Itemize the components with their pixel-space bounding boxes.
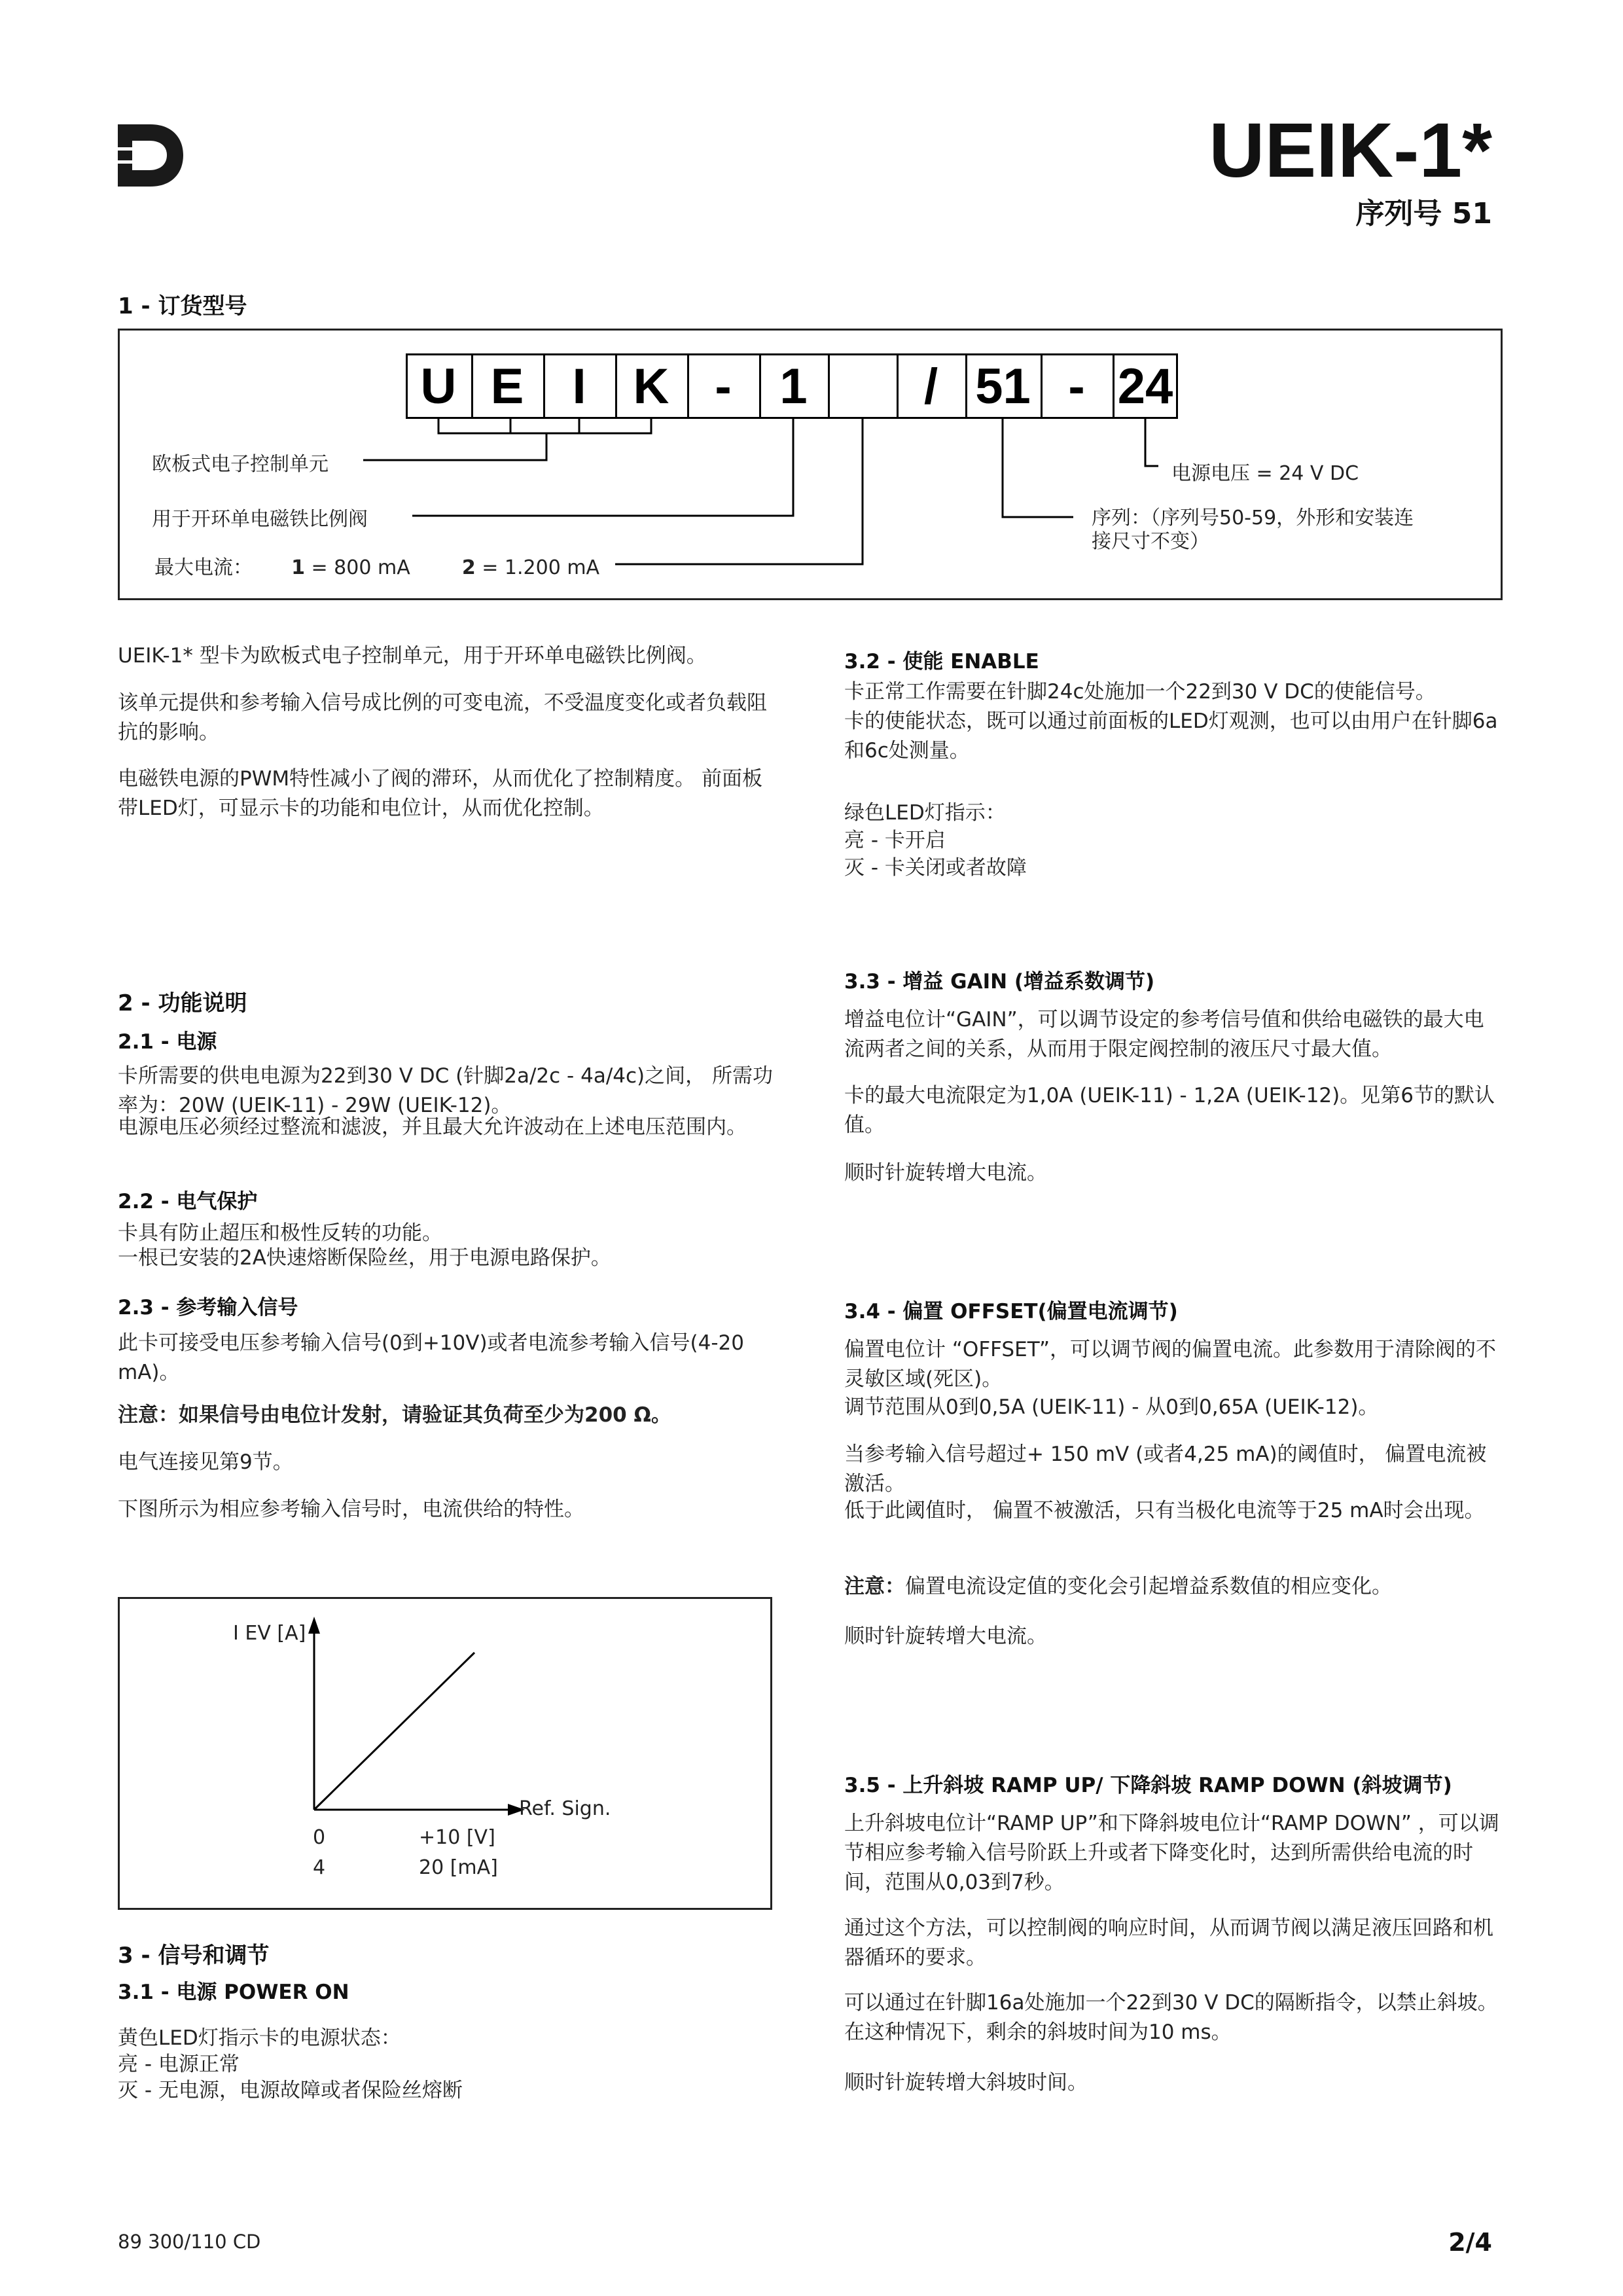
section-3-4-heading: 3.4 - 偏置 OFFSET(偏置电流调节) bbox=[844, 1300, 1178, 1323]
code-cell: I bbox=[572, 358, 586, 414]
graph-x-tick: 20 [mA] bbox=[419, 1856, 498, 1879]
section-3-4-note: 注意：偏置电流设定值的变化会引起增益系数值的相应变化。 bbox=[844, 1575, 1392, 1598]
graph-x-tick: 0 bbox=[313, 1826, 326, 1849]
series-label: 序列号 51 bbox=[1355, 197, 1492, 230]
section-2-2-text: 一根已安装的2A快速熔断保险丝，用于电源电路保护。 bbox=[118, 1246, 611, 1270]
code-cell: 24 bbox=[1117, 358, 1173, 414]
intro-paragraph: 电磁铁电源的PWM特性减小了阀的滞环，从而优化了控制精度。 前面板带LED灯，可显示卡的功能和电位计，从而优化控制。 bbox=[118, 767, 762, 820]
section-3-2-text: 灭 - 卡关闭或者故障 bbox=[844, 856, 1027, 880]
section-3-2-text: 绿色LED灯指示： bbox=[844, 801, 1006, 825]
characteristic-line bbox=[314, 1653, 474, 1810]
footer-page-number: 2/4 bbox=[1448, 2228, 1492, 2257]
label-board-type: 欧板式电子控制单元 bbox=[152, 453, 329, 476]
section-3-4-text: 顺时针旋转增大电流。 bbox=[844, 1624, 1047, 1648]
section-2-1-heading: 2.1 - 电源 bbox=[118, 1030, 217, 1054]
section-2-heading: 2 - 功能说明 bbox=[118, 990, 247, 1016]
ordering-heading: 1 - 订货型号 bbox=[118, 293, 247, 319]
graph-x-tick: +10 [V] bbox=[419, 1826, 495, 1849]
section-3-3-text: 卡的最大电流限定为1,0A (UEIK-11) - 1,2A (UEIK-12)。见第6节的默认值。 bbox=[844, 1084, 1495, 1137]
section-3-3-heading: 3.3 - 增益 GAIN (增益系数调节) bbox=[844, 970, 1155, 994]
section-3-2-text: 卡的使能状态，既可以通过前面板的LED灯观测，也可以由用户在针脚6a和6c处测量。 bbox=[844, 709, 1498, 762]
section-3-5-text: 上升斜坡电位计“RAMP UP”和下降斜坡电位计“RAMP DOWN” ，可以调节相应参考输入信号阶跃上升或者下降变化时，达到所需供给电流的时间，范围从0,03到7秒。 bbox=[844, 1812, 1499, 1894]
product-title: UEIK-1* bbox=[1209, 107, 1492, 194]
code-cell: - bbox=[1068, 358, 1085, 414]
section-3-4-text: 偏置电位计 “OFFSET”，可以调节阀的偏置电流。此参数用于清除阀的不灵敏区域(死区)。 bbox=[844, 1338, 1497, 1391]
label-valve-type: 用于开环单电磁铁比例阀 bbox=[152, 508, 368, 531]
y-axis-arrow bbox=[308, 1617, 320, 1634]
code-cell: U bbox=[420, 358, 457, 414]
graph-x-tick: 4 bbox=[313, 1856, 326, 1879]
section-3-2-text: 卡正常工作需要在针脚24c处施加一个22到30 V DC的使能信号。 bbox=[844, 680, 1436, 704]
code-cell: E bbox=[490, 358, 524, 414]
label-series-line1: 序列：（序列号50-59，外形和安装连 bbox=[1092, 507, 1414, 529]
graph-y-label: I EV [A] bbox=[233, 1622, 306, 1645]
section-2-3-text: 下图所示为相应参考输入信号时，电流供给的特性。 bbox=[118, 1498, 584, 1521]
section-3-1-text: 亮 - 电源正常 bbox=[118, 2053, 240, 2076]
intro-paragraph: UEIK-1* 型卡为欧板式电子控制单元，用于开环单电磁铁比例阀。 bbox=[118, 644, 707, 668]
section-3-1-text: 灭 - 无电源，电源故障或者保险丝熔断 bbox=[118, 2079, 463, 2102]
code-cell: / bbox=[923, 358, 938, 414]
code-cell: 51 bbox=[975, 358, 1031, 414]
label-max-current: 最大电流： 1 = 800 mA 2 = 1.200 mA bbox=[154, 556, 600, 579]
section-3-3-text: 顺时针旋转增大电流。 bbox=[844, 1161, 1047, 1185]
section-2-3-text: 此卡可接受电压参考输入信号(0到+10V)或者电流参考输入信号(4-20 mA)。 bbox=[118, 1331, 744, 1384]
section-3-3-text: 增益电位计“GAIN”，可以调节设定的参考信号值和供给电磁铁的最大电流两者之间的关系，从而用于限定阀控制的液压尺寸最大值。 bbox=[844, 1008, 1484, 1061]
label-supply-voltage: 电源电压 = 24 V DC bbox=[1171, 462, 1359, 485]
label-series-line2: 接尺寸不变） bbox=[1092, 530, 1209, 553]
section-3-5-text: 顺时针旋转增大斜坡时间。 bbox=[844, 2071, 1088, 2094]
code-cell: 1 bbox=[779, 358, 808, 414]
section-3-5-heading: 3.5 - 上升斜坡 RAMP UP/ 下降斜坡 RAMP DOWN (斜坡调节) bbox=[844, 1774, 1452, 1797]
section-3-4-text: 低于此阈值时， 偏置不被激活，只有当极化电流等于25 mA时会出现。 bbox=[844, 1499, 1485, 1522]
section-3-2-heading: 3.2 - 使能 ENABLE bbox=[844, 650, 1039, 673]
section-3-4-text: 当参考输入信号超过+ 150 mV (或者4,25 mA)的阈值时， 偏置电流被激活。 bbox=[844, 1443, 1487, 1496]
section-3-4-text: 调节范围从0到0,5A (UEIK-11) - 从0到0,65A (UEIK-12)。 bbox=[844, 1395, 1379, 1419]
section-3-5-text: 可以通过在针脚16a处施加一个22到30 V DC的隔断指令，以禁止斜坡。在这种情况下，剩余的斜坡时间为10 ms。 bbox=[844, 1991, 1498, 2044]
section-3-heading: 3 - 信号和调节 bbox=[118, 1943, 270, 1969]
intro-paragraph: 该单元提供和参考输入信号成比例的可变电流，不受温度变化或者负载阻抗的影响。 bbox=[118, 691, 767, 744]
section-3-2-text: 亮 - 卡开启 bbox=[844, 829, 946, 852]
section-3-5-text: 通过这个方法，可以控制阀的响应时间，从而调节阀以满足液压回路和机器循环的要求。 bbox=[844, 1916, 1493, 1969]
code-cell: - bbox=[715, 358, 732, 414]
footer-doc-code: 89 300/110 CD bbox=[118, 2231, 261, 2253]
section-2-3-note: 注意：如果信号由电位计发射，请验证其负荷至少为200 Ω。 bbox=[118, 1403, 671, 1427]
section-2-3-heading: 2.3 - 参考输入信号 bbox=[118, 1296, 298, 1319]
section-3-1-text: 黄色LED灯指示卡的电源状态： bbox=[118, 2026, 401, 2050]
section-2-1-text: 卡所需要的供电电源为22到30 V DC (针脚2a/2c - 4a/4c)之间， 所需功率为：20W (UEIK-11) - 29W (UEIK-12)。 bbox=[118, 1064, 773, 1117]
section-2-2-text: 卡具有防止超压和极性反转的功能。 bbox=[118, 1221, 442, 1245]
section-2-2-heading: 2.2 - 电气保护 bbox=[118, 1190, 258, 1213]
section-2-1-text: 电源电压必须经过整流和滤波，并且最大允许波动在上述电压范围内。 bbox=[118, 1115, 747, 1139]
section-2-3-text: 电气连接见第9节。 bbox=[118, 1450, 293, 1474]
graph-x-label: Ref. Sign. bbox=[519, 1797, 611, 1820]
section-3-1-heading: 3.1 - 电源 POWER ON bbox=[118, 1981, 349, 2004]
code-cell: K bbox=[633, 358, 669, 414]
